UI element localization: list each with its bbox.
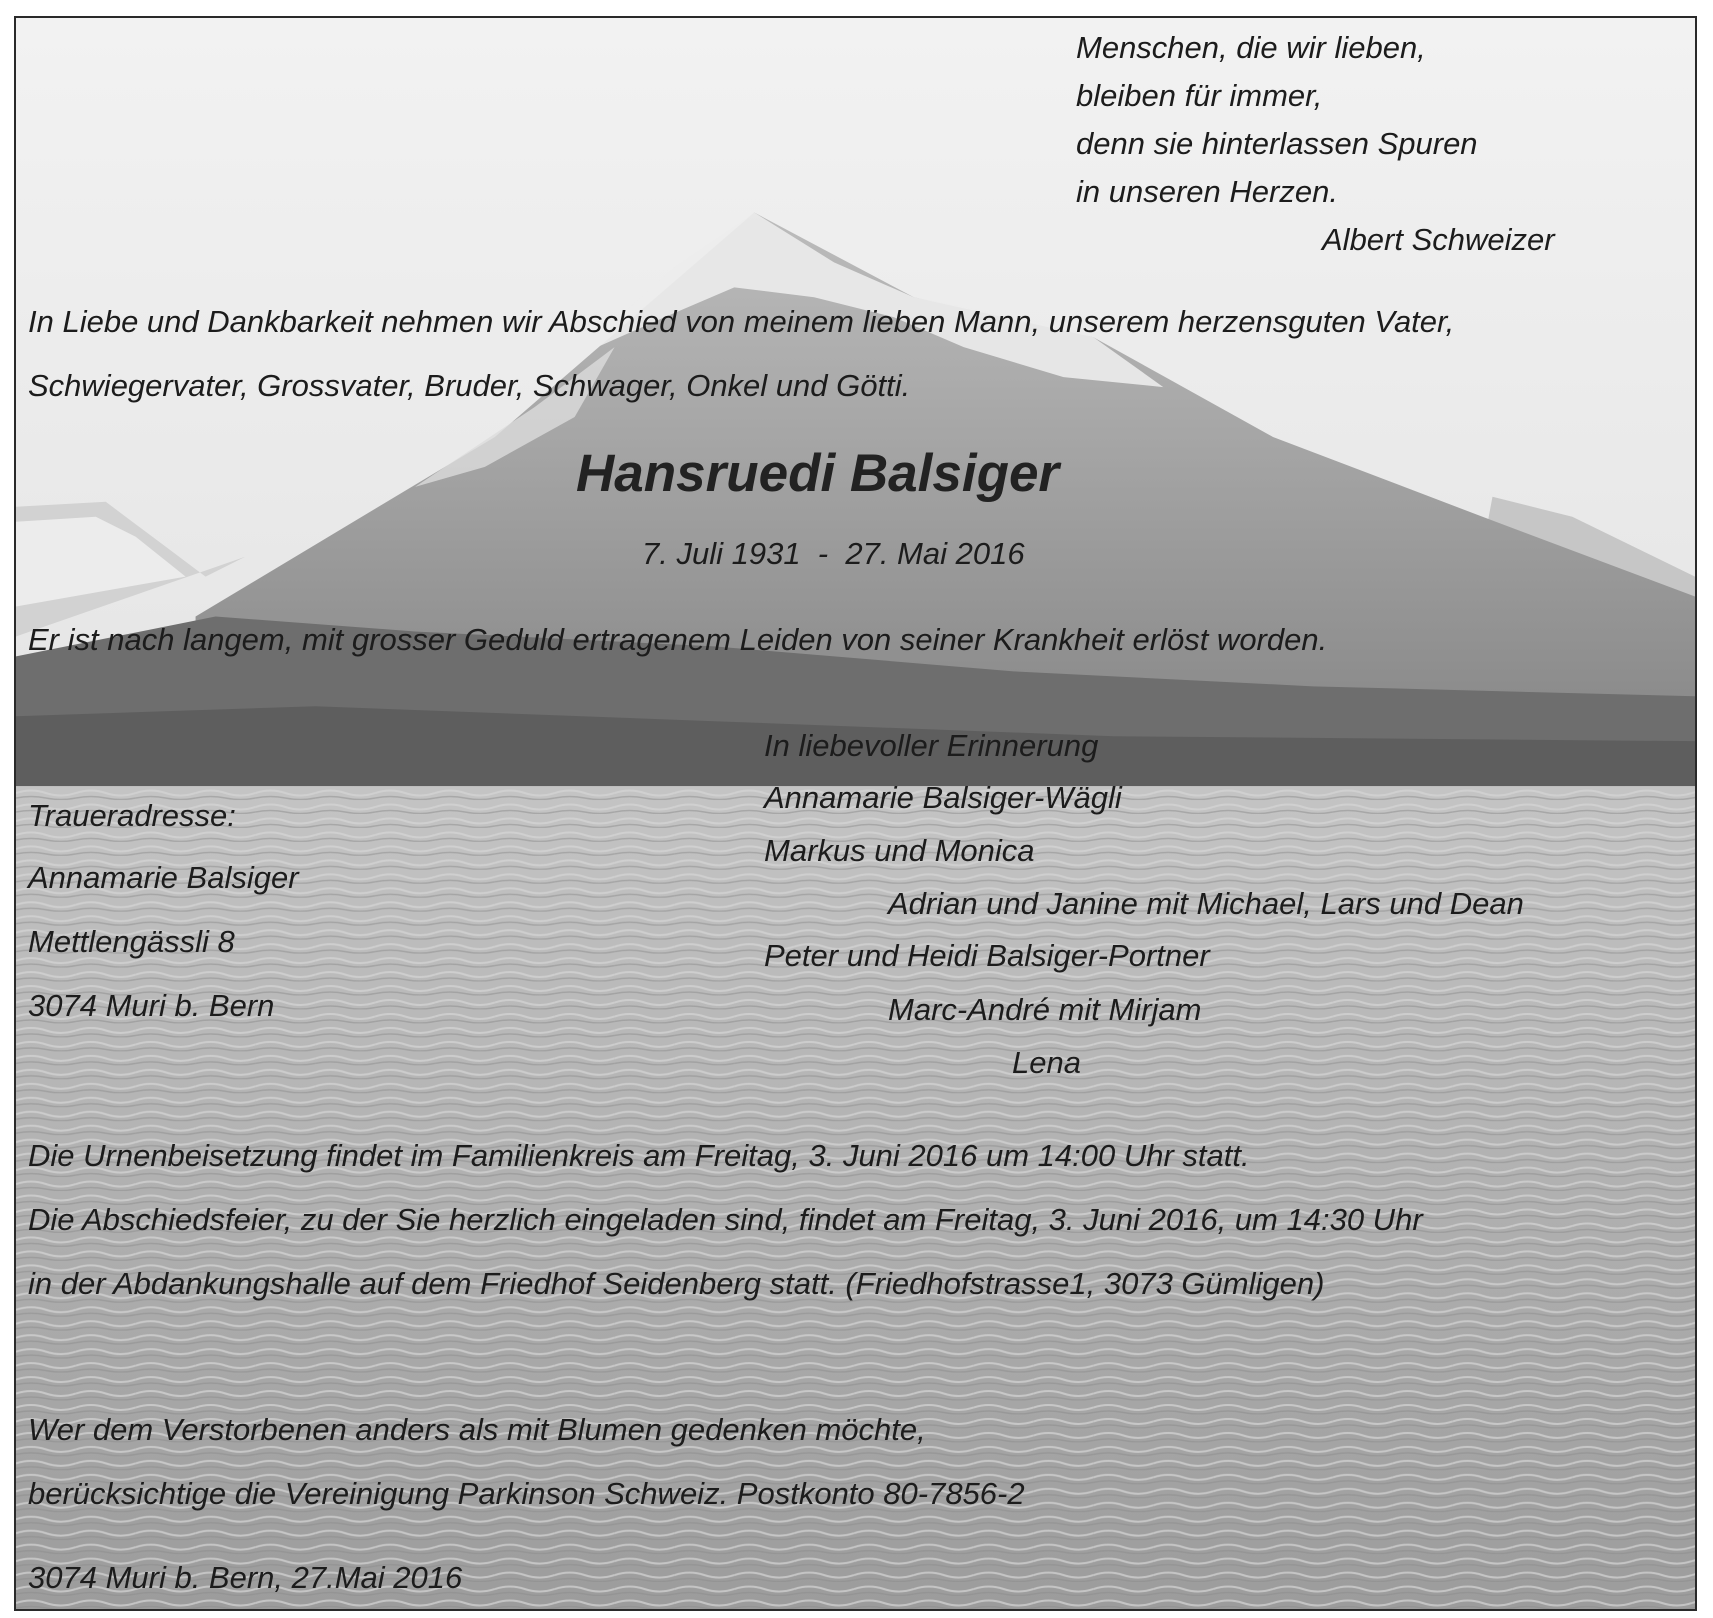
life-dates: 7. Juli 1931 - 27. Mai 2016 <box>642 536 1025 571</box>
mourner-line: Annamarie Balsiger-Wägli <box>764 780 1122 815</box>
mourners-heading: In liebevoller Erinnerung <box>764 728 1099 763</box>
ceremony-line-3: in der Abdankungshalle auf dem Friedhof Seidenberg statt. (Friedhofstrasse1, 3073 Gümligen) <box>28 1266 1325 1301</box>
intro-line-2: Schwiegervater, Grossvater, Bruder, Schwager, Onkel und Götti. <box>28 368 911 403</box>
obituary-frame <box>14 16 1697 1611</box>
donation-line-2: berücksichtige die Vereinigung Parkinson Schweiz. Postkonto 80-7856-2 <box>28 1476 1025 1511</box>
quote-line: denn sie hinterlassen Spuren <box>1076 126 1478 161</box>
ceremony-line-1: Die Urnenbeisetzung findet im Familienkreis am Freitag, 3. Juni 2016 um 14:00 Uhr statt. <box>28 1138 1250 1173</box>
deceased-name: Hansruedi Balsiger <box>576 444 1060 503</box>
mourner-line: Peter und Heidi Balsiger-Portner <box>764 938 1210 973</box>
quote-line: in unseren Herzen. <box>1076 174 1338 209</box>
quote-line: bleiben für immer, <box>1076 78 1323 113</box>
mourner-line: Adrian und Janine mit Michael, Lars und Dean <box>888 886 1524 921</box>
release-text: Er ist nach langem, mit grosser Geduld ertragenem Leiden von seiner Krankheit erlöst worden. <box>28 622 1328 657</box>
ceremony-line-2: Die Abschiedsfeier, zu der Sie herzlich eingeladen sind, findet am Freitag, 3. Juni 2016, um 14:30 Uhr <box>28 1202 1423 1237</box>
address-name: Annamarie Balsiger <box>28 860 299 895</box>
place-date: 3074 Muri b. Bern, 27.Mai 2016 <box>28 1560 463 1595</box>
donation-line-1: Wer dem Verstorbenen anders als mit Blumen gedenken möchte, <box>28 1412 926 1447</box>
address-city: 3074 Muri b. Bern <box>28 988 275 1023</box>
mourner-line: Marc-André mit Mirjam <box>888 992 1202 1027</box>
mourner-line: Markus und Monica <box>764 833 1035 868</box>
quote-line: Menschen, die wir lieben, <box>1076 30 1426 65</box>
intro-line-1: In Liebe und Dankbarkeit nehmen wir Abschied von meinem lieben Mann, unserem herzensguten Vater, <box>28 304 1455 339</box>
address-street: Mettlengässli 8 <box>28 924 235 959</box>
mourner-line: Lena <box>1012 1045 1081 1080</box>
quote-author: Albert Schweizer <box>1322 222 1555 257</box>
address-heading: Traueradresse: <box>28 798 236 833</box>
